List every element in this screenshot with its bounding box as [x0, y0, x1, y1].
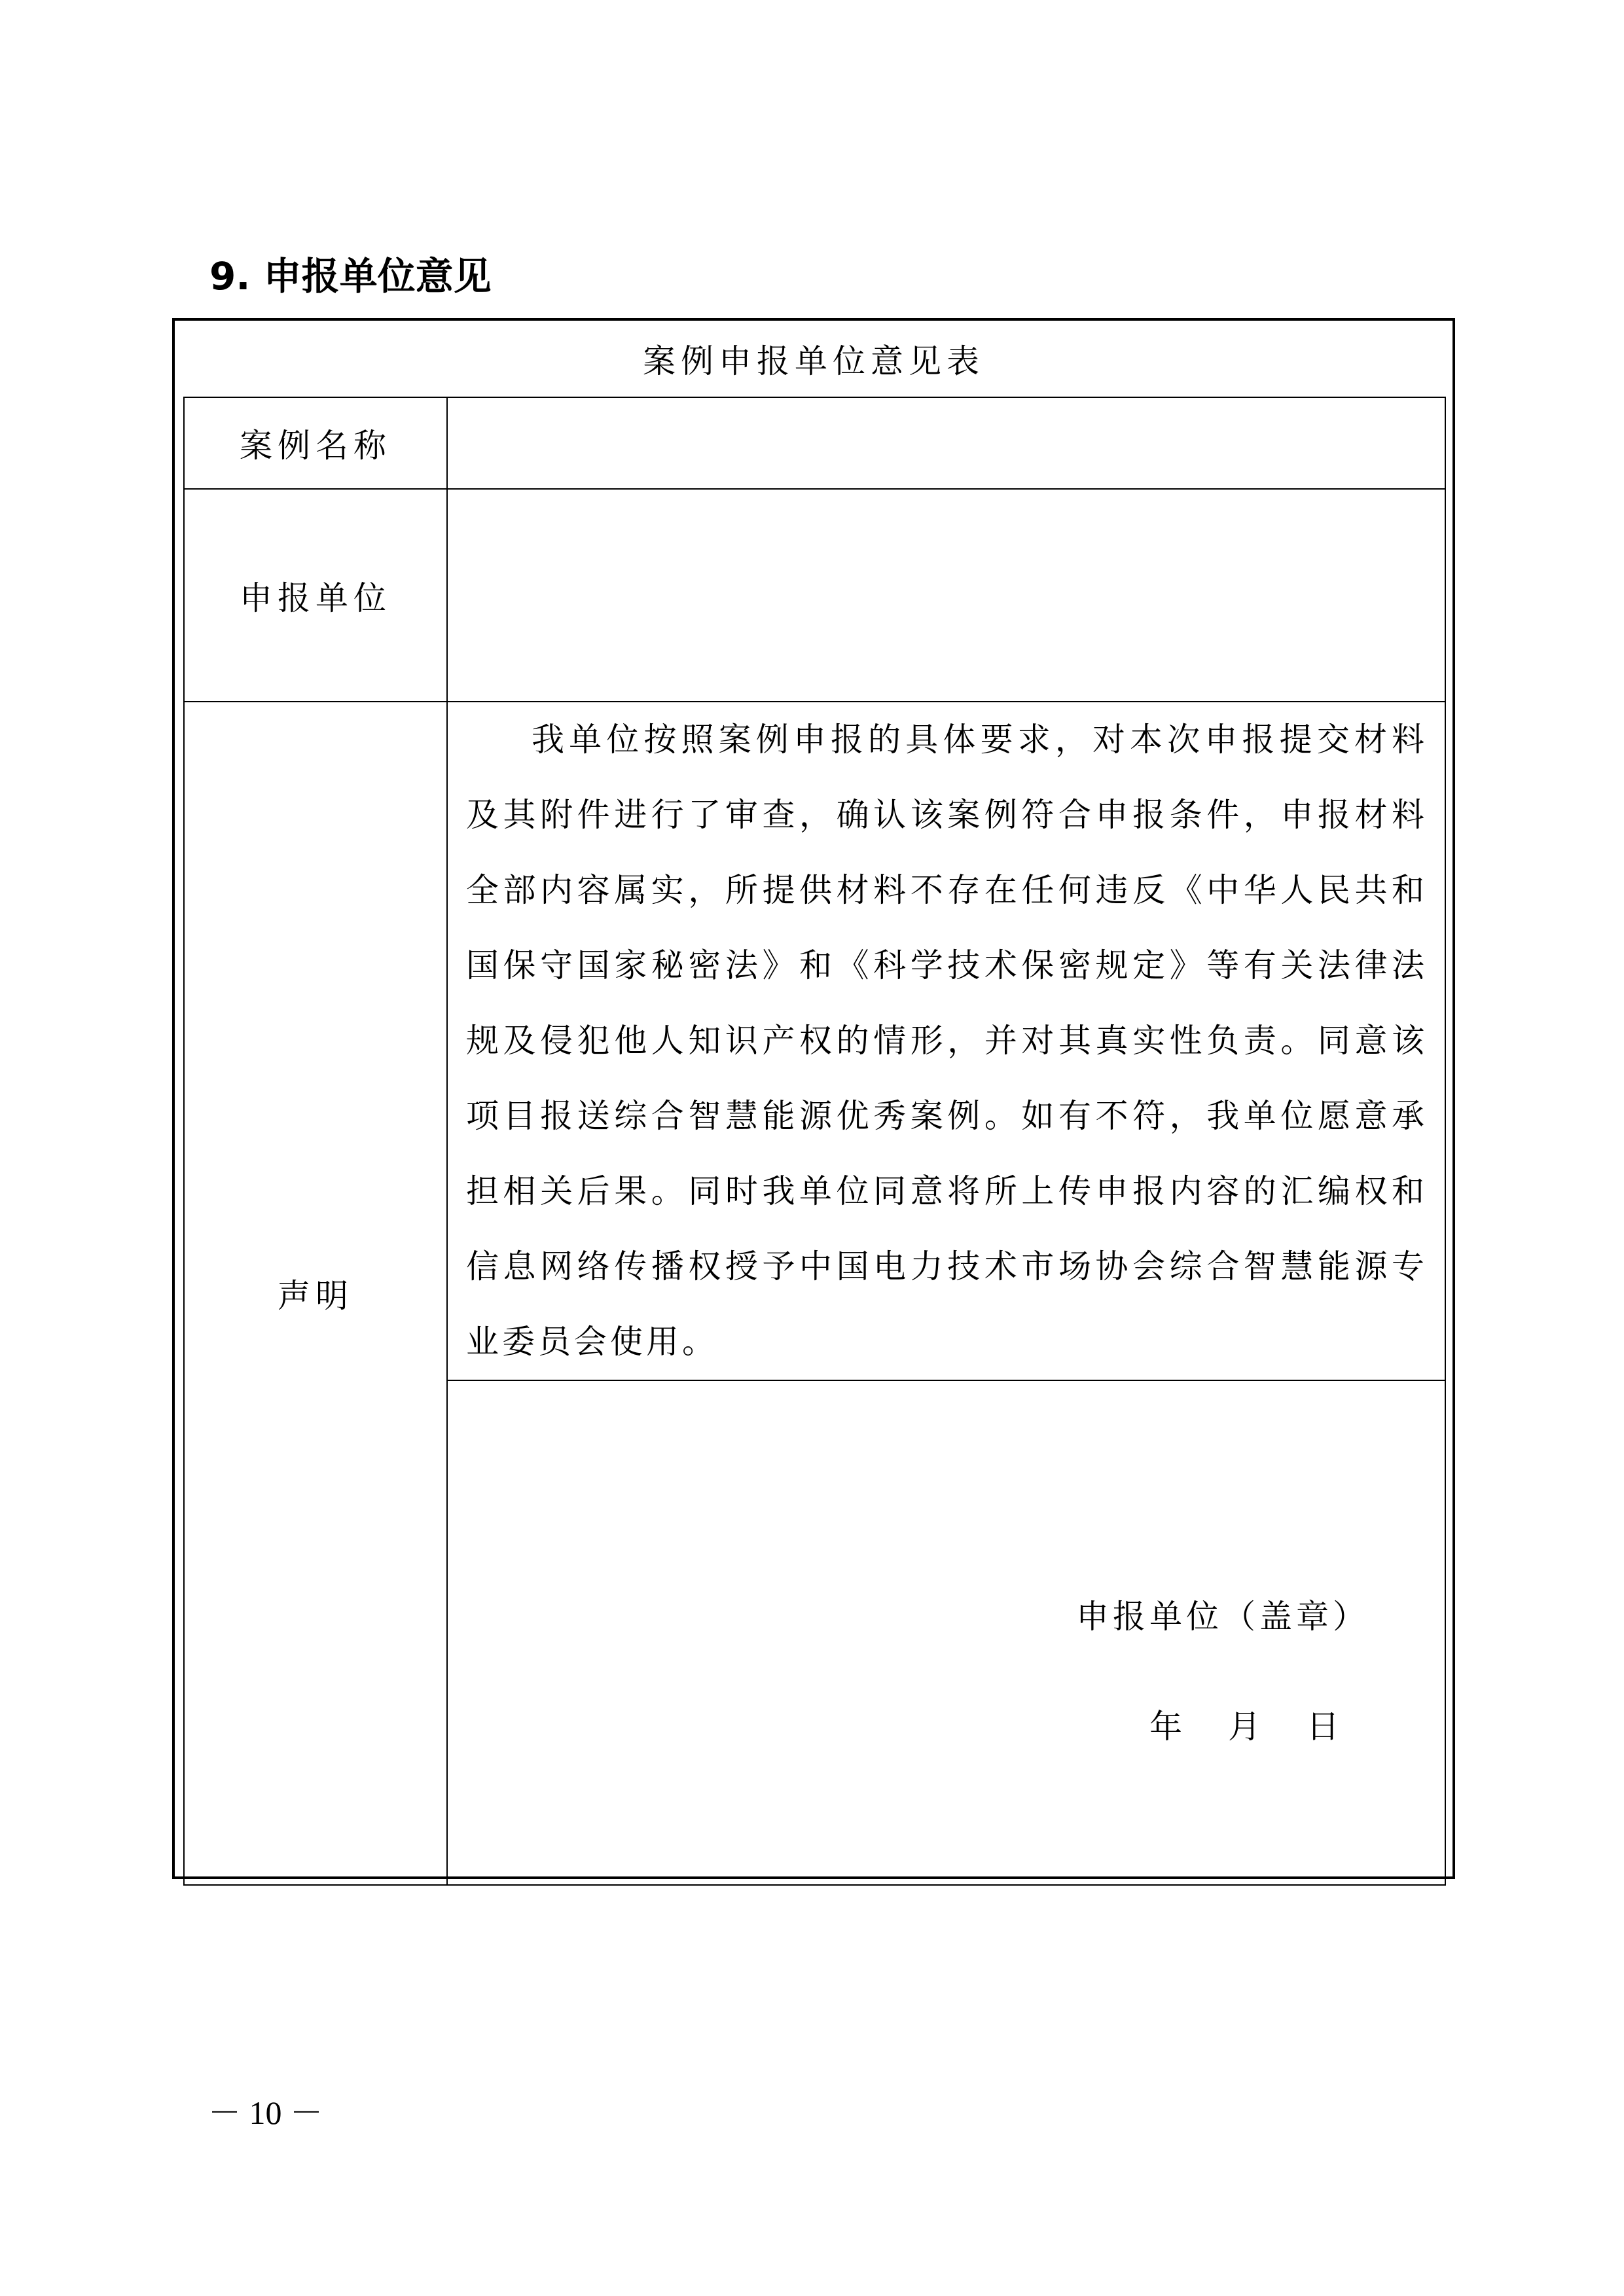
form-title: 案例申报单位意见表	[643, 342, 984, 380]
case-name-label: 案例名称	[184, 397, 447, 489]
seal-label: 申报单位（盖章）	[1076, 1598, 1369, 1636]
page-number: － 10 －	[208, 2094, 323, 2131]
date-year-label: 年	[1149, 1708, 1182, 1746]
statement-label: 声明	[184, 702, 447, 1885]
statement-cell	[447, 702, 1445, 1380]
statement-text: 我单位按照案例申报的具体要求，对本次申报提交材料及其附件进行了审查，确认该案例符合申报条件，申报材料全部内容属实，所提供材料不存在任何违反《中华人民共和国保守国家秘密法》和《科学技术保密规定》等有关法律法规及侵犯他人知识产权的情形，并对其真实性负责。同意该项目报送综合智慧能源优秀案例。如有不符，我单位愿意承担相关后果。同时我单位同意将所上传申报内容的汇编权和信息网络传播权授予中国电力技术市场协会综合智慧能源专业委员会使用。	[466, 721, 1428, 1361]
signature-cell[interactable]	[447, 1380, 1445, 1885]
unit-value[interactable]	[447, 489, 1445, 702]
date-line	[1149, 1700, 1339, 1748]
case-name-value[interactable]	[447, 397, 1445, 489]
case-name-row	[184, 397, 1445, 489]
statement-row	[184, 702, 1445, 1380]
section-heading: 9. 申报单位意见	[209, 254, 492, 298]
unit-row	[184, 489, 1445, 702]
unit-label: 申报单位	[184, 489, 447, 702]
date-day-label: 日	[1307, 1708, 1339, 1746]
opinion-form-table	[183, 397, 1446, 1886]
date-month-label: 月	[1228, 1708, 1261, 1746]
